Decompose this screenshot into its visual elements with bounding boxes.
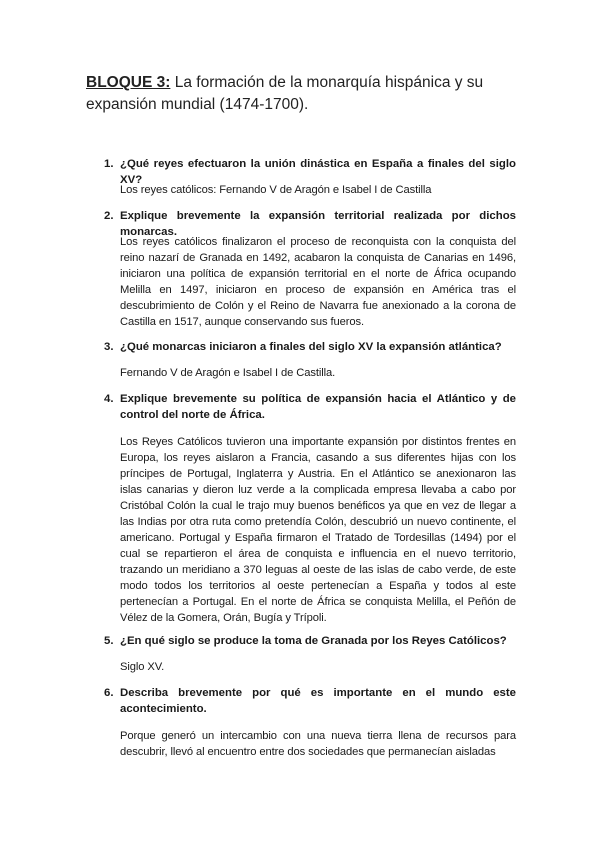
question-number: 4. <box>104 393 114 405</box>
answer-6: Porque generó un intercambio con una nueva tierra llena de recursos para descubrir, llevó al encuentro entre dos sociedades que permanecían aisladas <box>120 730 516 758</box>
bloque-title: La formación de la monarquía hispánica y su expansión mundial (1474-1700). <box>86 74 484 113</box>
question-number: 5. <box>104 635 114 647</box>
question-3 <box>104 339 516 355</box>
question-number: 1. <box>104 158 114 170</box>
question-text: ¿Qué reyes efectuaron la unión dinástica en España a finales del siglo XV? <box>120 158 516 186</box>
question-5 <box>104 633 516 649</box>
question-text: ¿Qué monarcas iniciaron a finales del siglo XV la expansión atlántica? <box>120 341 502 353</box>
answer-2: Los reyes católicos finalizaron el proceso de reconquista con la conquista del reino nazarí de Granada en 1492, acabaron la conquista de Canarias en 1496, iniciaron una política de expansión territorial en el norte de África ocupando Melilla en 1497, iniciaron en proceso de expansión en América tras el descubrimiento de Colón y el Reino de Navarra fue anexionado a la corona de Castilla en 1517, aunque conservando sus fueros. <box>120 236 516 328</box>
question-6 <box>104 685 516 717</box>
question-number: 6. <box>104 687 114 699</box>
answer-4: Los Reyes Católicos tuvieron una importante expansión por distintos frentes en Europa, los reyes aislaron a Francia, casando a sus diferentes hijas con los príncipes de Portugal, Inglaterra y Austria. En el Atlántico se anexionaron las islas canarias y dieron luz verde a la complicada empresa llevaba a cabo por Cristóbal Colón la cual le trajo muy buenos benéficos ya que en vez de llegar a las Indias por otra ruta como pretendía Colón, descubrió un nuevo continente, el americano. Portugal y España firmaron el Tratado de Tordesillas (1494) por el cual se repartieron el área de conquista e influencia en el nuevo territorio, trazando un meridiano a 370 leguas al oeste de las islas de cabo verde, de este modo todos los territorios al oeste pertenecían a España y todos al este pertenecían a Portugal. En el norte de África se conquista Melilla, el Peñón de Vélez de la Gomera, Orán, Bugía y Trípoli. <box>120 436 516 624</box>
question-text: Explique brevemente la expansión territorial realizada por dichos monarcas. <box>120 210 516 238</box>
answer-3: Fernando V de Aragón e Isabel I de Castilla. <box>120 367 336 379</box>
question-number: 2. <box>104 210 114 222</box>
answer-5: Siglo XV. <box>120 661 165 673</box>
page-title <box>86 72 526 116</box>
question-number: 3. <box>104 341 114 353</box>
question-text: ¿En qué siglo se produce la toma de Granada por los Reyes Católicos? <box>120 635 507 647</box>
question-text: Describa brevemente por qué es importante en el mundo este acontecimiento. <box>120 687 516 715</box>
question-text: Explique brevemente su política de expansión hacia el Atlántico y de control del norte de África. <box>120 393 516 421</box>
question-4 <box>104 391 516 423</box>
bloque-label: BLOQUE 3: <box>86 74 171 91</box>
answer-1: Los reyes católicos: Fernando V de Aragón e Isabel I de Castilla <box>120 184 432 196</box>
